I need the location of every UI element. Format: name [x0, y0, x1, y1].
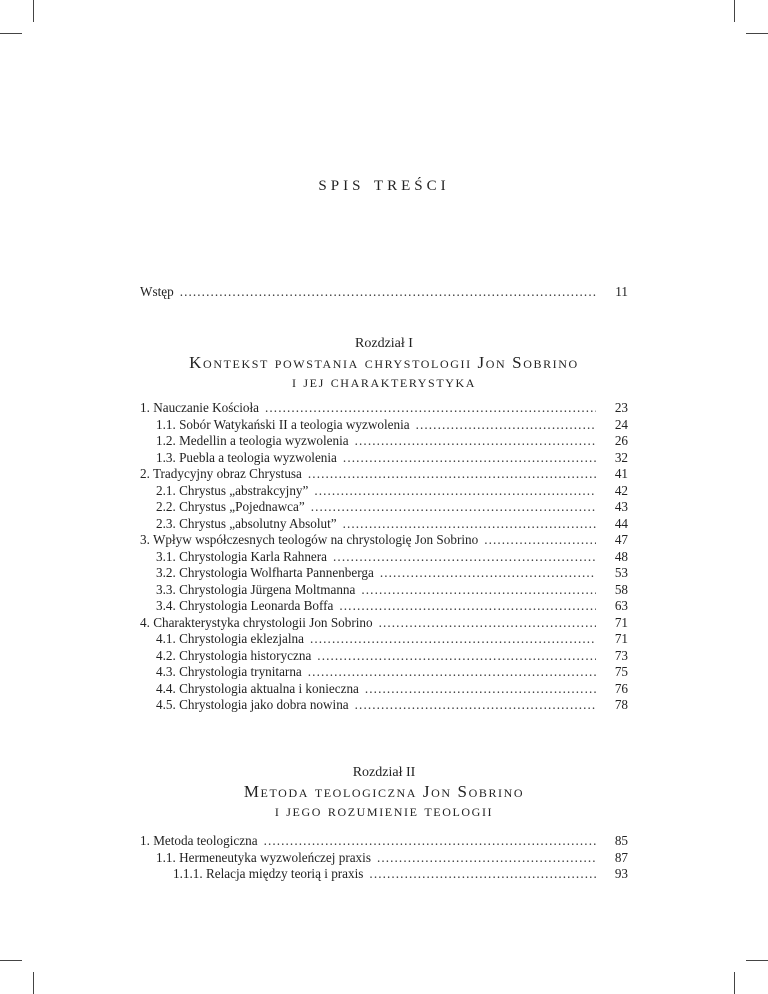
- toc-entry-label: 4.2. Chrystologia historyczna: [156, 647, 312, 663]
- toc-chapter-2: [140, 833, 628, 883]
- toc-entry-page: 71: [614, 631, 628, 646]
- toc-entry-page: 11: [615, 284, 628, 299]
- toc-entry-label: 3. Wpływ współczesnych teologów na chrystologię Jon Sobrino: [140, 532, 479, 547]
- leader-dots: [264, 833, 596, 849]
- leader-dots: [308, 466, 596, 482]
- toc-entry-label: 3.3. Chrystologia Jürgena Moltmanna: [156, 581, 356, 597]
- toc-entry-label: 4.3. Chrystologia trynitarna: [156, 664, 302, 679]
- toc-entry-page: 87: [614, 849, 628, 865]
- chapter-number: Rozdział II: [352, 765, 416, 780]
- crop-mark: [0, 33, 22, 34]
- leader-dots: [343, 516, 596, 532]
- chapter-title-line: i jego rozumienie teologii: [274, 801, 494, 820]
- toc-entry-page: 76: [614, 680, 628, 696]
- toc-entry[interactable]: [140, 284, 628, 301]
- leader-dots: [343, 450, 596, 466]
- toc-entry[interactable]: [140, 483, 628, 500]
- toc-entry[interactable]: [140, 450, 628, 467]
- toc-entry[interactable]: [140, 417, 628, 434]
- toc-entry-label: 4. Charakterystyka chrystologii Jon Sobrino: [140, 614, 373, 630]
- leader-dots: [365, 681, 596, 697]
- leader-dots: [180, 284, 596, 300]
- chapter-number: Rozdział I: [355, 336, 413, 351]
- leader-dots: [317, 648, 596, 664]
- toc-entry-page: 23: [614, 400, 628, 415]
- leader-dots: [314, 483, 596, 499]
- chapter-title: [140, 353, 628, 391]
- leader-dots: [380, 565, 596, 581]
- toc-entry-label: 1.1. Sobór Watykański II a teologia wyzwolenia: [156, 416, 410, 432]
- toc-entry-label: 1. Metoda teologiczna: [140, 833, 258, 848]
- chapter-title-line: i jej charakterystyka: [291, 372, 477, 391]
- toc-entry-label: 1.3. Puebla a teologia wyzwolenia: [156, 449, 337, 465]
- leader-dots: [484, 532, 596, 548]
- toc-entry-label: 3.4. Chrystologia Leonarda Boffa: [156, 598, 334, 613]
- toc-entry-page: 73: [614, 647, 628, 663]
- toc-entry-page: 75: [614, 664, 628, 679]
- toc-entry-page: 53: [614, 565, 628, 580]
- toc-entry-label: Wstęp: [140, 284, 174, 299]
- leader-dots: [333, 549, 596, 565]
- toc-entry-page: 48: [614, 548, 628, 564]
- leader-dots: [355, 433, 596, 449]
- toc-entry-page: 78: [614, 697, 628, 712]
- toc-entry-page: 44: [614, 515, 628, 531]
- toc-entry[interactable]: [140, 400, 628, 417]
- leader-dots: [379, 615, 596, 631]
- toc-entry-label: 1.2. Medellin a teologia wyzwolenia: [156, 433, 349, 448]
- toc-entry[interactable]: [140, 433, 628, 450]
- crop-mark: [0, 960, 22, 961]
- toc-entry-label: 2.1. Chrystus „abstrakcyjny”: [156, 482, 309, 498]
- leader-dots: [308, 664, 596, 680]
- toc-entry-label: 4.1. Chrystologia eklezjalna: [156, 631, 304, 646]
- toc-entry-page: 43: [614, 499, 628, 514]
- crop-mark: [33, 972, 34, 994]
- toc-entry[interactable]: [140, 582, 628, 599]
- toc-entry-page: 32: [614, 449, 628, 465]
- toc-entry-page: 41: [614, 466, 628, 481]
- leader-dots: [310, 631, 596, 647]
- toc-entry[interactable]: [140, 664, 628, 681]
- toc-entry-page: 71: [614, 614, 628, 630]
- toc-entry-page: 47: [614, 532, 628, 547]
- chapter-title-line: Metoda teologiczna Jon Sobrino: [243, 782, 525, 801]
- toc-entry[interactable]: [140, 598, 628, 615]
- crop-mark: [734, 0, 735, 22]
- leader-dots: [265, 400, 596, 416]
- toc-entry[interactable]: [140, 648, 628, 665]
- leader-dots: [339, 598, 596, 614]
- toc-entry[interactable]: [140, 466, 628, 483]
- crop-mark: [734, 972, 735, 994]
- leader-dots: [361, 582, 596, 598]
- toc-entry-label: 1. Nauczanie Kościoła: [140, 400, 260, 415]
- toc-entry-page: 93: [614, 866, 628, 881]
- leader-dots: [311, 499, 596, 515]
- toc-entry-page: 58: [614, 581, 628, 597]
- toc-entry[interactable]: [140, 532, 628, 549]
- toc-entry-page: 42: [614, 482, 628, 498]
- toc-entry-label: 3.1. Chrystologia Karla Rahnera: [156, 548, 328, 564]
- toc-entry-label: 2.3. Chrystus „absolutny Absolut”: [156, 515, 337, 531]
- toc-entry-label: 2. Tradycyjny obraz Chrystusa: [140, 466, 302, 481]
- chapter-title: [140, 782, 628, 820]
- toc-entry-label: 4.4. Chrystologia aktualna i konieczna: [156, 680, 359, 696]
- toc-entry[interactable]: [140, 866, 628, 883]
- crop-mark: [746, 33, 768, 34]
- chapter-title-line: Kontekst powstania chrystologii Jon Sobrino: [189, 353, 579, 372]
- toc-entry-page: 26: [614, 433, 628, 448]
- toc-entry[interactable]: [140, 850, 628, 867]
- leader-dots: [416, 417, 596, 433]
- toc-chapter-1: [140, 400, 628, 714]
- toc-entry[interactable]: [140, 615, 628, 632]
- leader-dots: [377, 850, 596, 866]
- toc-entry-label: 2.2. Chrystus „Pojednawca”: [156, 499, 305, 514]
- toc-entry[interactable]: [140, 631, 628, 648]
- leader-dots: [355, 697, 596, 713]
- toc-entry-label: 4.5. Chrystologia jako dobra nowina: [156, 697, 349, 712]
- toc-entry[interactable]: [140, 697, 628, 714]
- toc-entry[interactable]: [140, 499, 628, 516]
- page-title: spis treści: [318, 170, 450, 195]
- leader-dots: [369, 866, 596, 882]
- toc-entry-page: 63: [614, 598, 628, 613]
- toc-entry[interactable]: [140, 833, 628, 850]
- toc-entry-label: 1.1. Hermeneutyka wyzwoleńczej praxis: [156, 849, 371, 865]
- crop-mark: [33, 0, 34, 22]
- toc-entry[interactable]: [140, 516, 628, 533]
- toc-entry[interactable]: [140, 565, 628, 582]
- toc-entry-label: 3.2. Chrystologia Wolfharta Pannenberga: [156, 565, 374, 580]
- toc-entry[interactable]: [140, 681, 628, 698]
- toc-entry-label: 1.1.1. Relacja między teorią i praxis: [173, 866, 364, 881]
- toc-entry[interactable]: [140, 549, 628, 566]
- toc-entry-page: 85: [614, 833, 628, 848]
- toc-entry-page: 24: [614, 416, 628, 432]
- crop-mark: [746, 960, 768, 961]
- toc-intro: [140, 284, 628, 301]
